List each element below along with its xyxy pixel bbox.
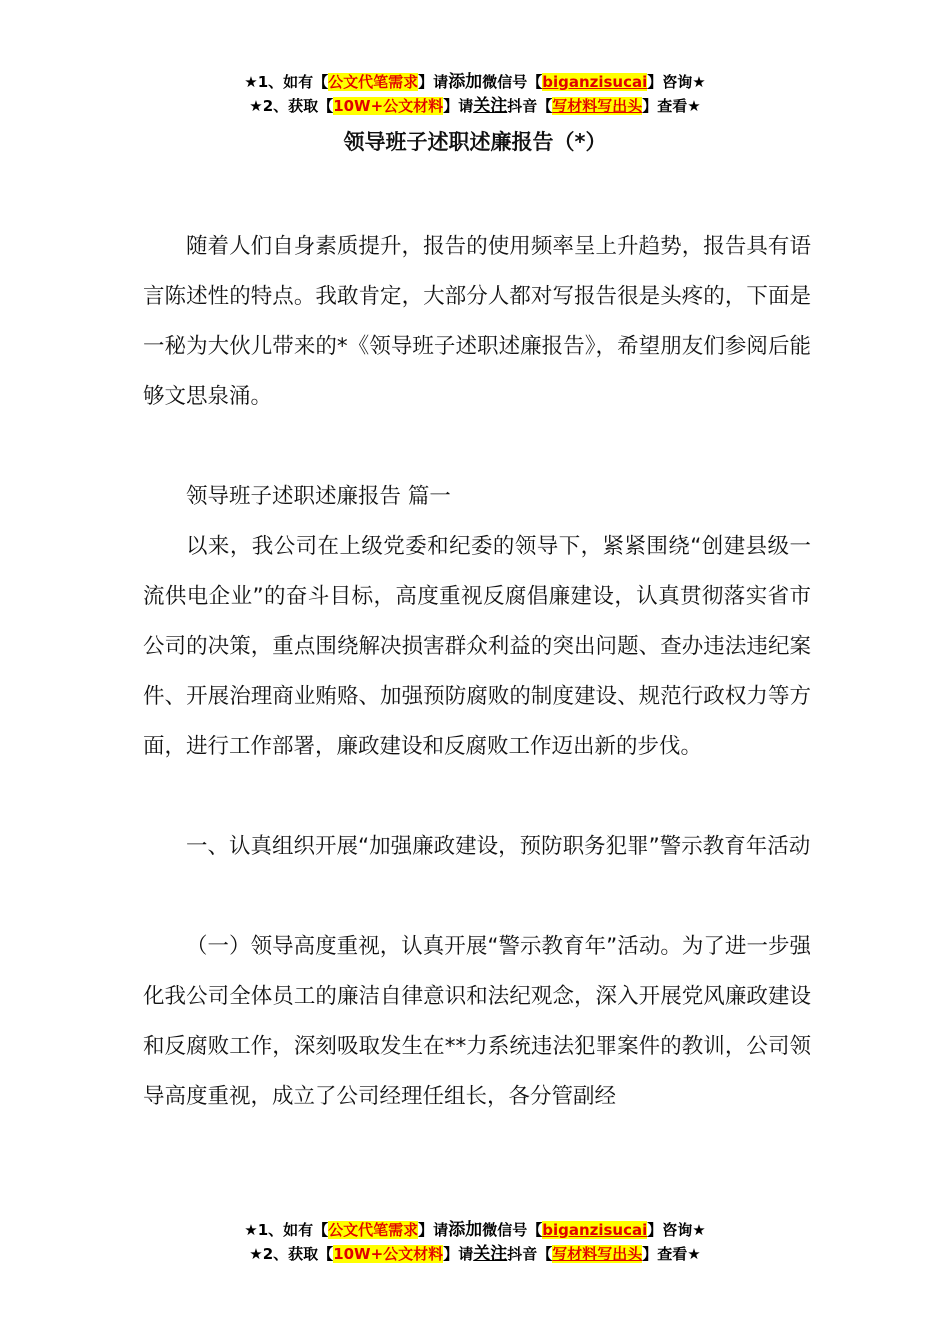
banner-text: 】请: [443, 97, 474, 115]
banner-text: 微信号【: [482, 1221, 543, 1239]
banner-line-2: [0, 94, 950, 118]
body-paragraph: 以来，我公司在上级党委和纪委的领导下，紧紧围绕“创建县级一流供电企业”的奋斗目标，高度重视反腐倡廉建设，认真贯彻落实省市公司的决策，重点围绕解决损害群众利益的突出问题、查办违法违纪案件、开展治理商业贿赂、加强预防腐败的制度建设、规范行政权力等方面，进行工作部署，廉政建设和反腐败工作迈出新的步伐。: [143, 534, 811, 759]
banner-highlight: 10W+公文材料: [333, 1245, 444, 1263]
banner-text: ★2、获取【: [249, 97, 334, 115]
banner-line-2: [0, 1242, 950, 1266]
banner-highlight-wechat-id: biganzisucai: [542, 1221, 648, 1239]
banner-text: 微信号【: [482, 73, 543, 91]
banner-emphasis: 添加: [448, 1220, 483, 1240]
spacer: [143, 772, 811, 822]
banner-text: 抖音【: [507, 1245, 553, 1263]
banner-highlight-douyin-id: 写材料写出头: [552, 1245, 643, 1263]
banner-highlight-douyin-id: 写材料写出头: [552, 97, 643, 115]
banner-text: 】咨询★: [647, 73, 706, 91]
banner-highlight-wechat-id: biganzisucai: [542, 73, 648, 91]
footer-banner: [0, 1218, 950, 1266]
section-heading: 领导班子述职述廉报告 篇一: [186, 484, 451, 509]
banner-text: 】请: [418, 1221, 449, 1239]
body-paragraph: （一）领导高度重视，认真开展“警示教育年”活动。为了进一步强化我公司全体员工的廉洁自律意识和法纪观念，深入开展党风廉政建设和反腐败工作，深刻吸取发生在**力系统违法犯罪案件的教训，公司领导高度重视，成立了公司经理任组长，各分管副经: [143, 934, 811, 1109]
banner-text: 】查看★: [642, 1245, 701, 1263]
spacer: [143, 422, 811, 472]
banner-highlight: 公文代笔需求: [328, 1221, 419, 1239]
banner-emphasis: 关注: [473, 1244, 508, 1264]
document-body: [143, 222, 811, 1122]
subsection-heading: 一、认真组织开展“加强廉政建设，预防职务犯罪”警示教育年活动: [186, 834, 811, 859]
header-banner: [0, 70, 950, 118]
banner-text: ★1、如有【: [244, 73, 329, 91]
banner-highlight: 公文代笔需求: [328, 73, 419, 91]
intro-paragraph: 随着人们自身素质提升，报告的使用频率呈上升趋势，报告具有语言陈述性的特点。我敢肯定，大部分人都对写报告很是头疼的，下面是一秘为大伙儿带来的*《领导班子述职述廉报告》，希望朋友们参阅后能够文思泉涌。: [143, 234, 811, 409]
banner-line-1: [0, 1218, 950, 1242]
banner-text: 】请: [443, 1245, 474, 1263]
banner-text: 抖音【: [507, 97, 553, 115]
banner-text: 】查看★: [642, 97, 701, 115]
banner-emphasis: 添加: [448, 72, 483, 92]
banner-line-1: [0, 70, 950, 94]
banner-text: 】咨询★: [647, 1221, 706, 1239]
banner-highlight: 10W+公文材料: [333, 97, 444, 115]
banner-text: ★2、获取【: [249, 1245, 334, 1263]
banner-emphasis: 关注: [473, 96, 508, 116]
spacer: [143, 872, 811, 922]
document-title: 领导班子述职述廉报告（*）: [343, 130, 607, 154]
banner-text: ★1、如有【: [244, 1221, 329, 1239]
banner-text: 】请: [418, 73, 449, 91]
